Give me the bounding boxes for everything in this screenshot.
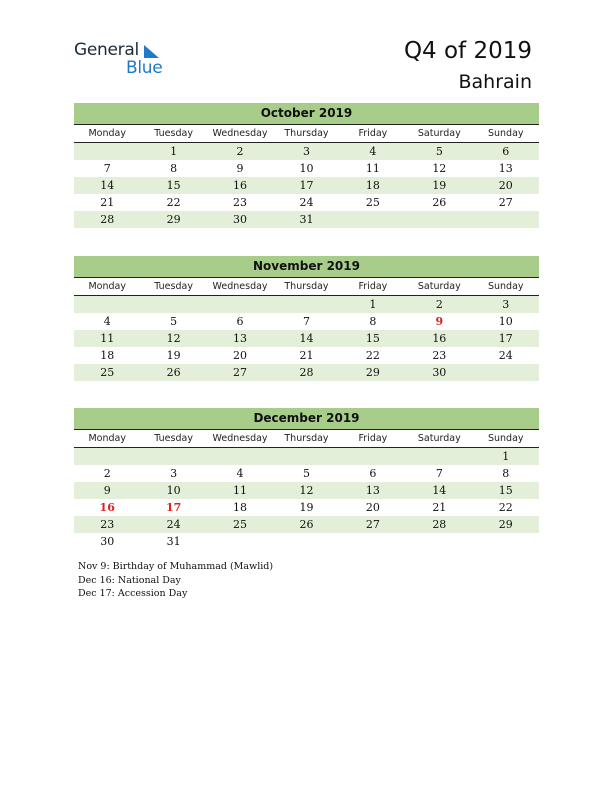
day-cell: 20	[233, 349, 248, 362]
day-cell: 16	[207, 177, 273, 194]
weekday-label: Friday	[340, 125, 406, 143]
day-cell: 17	[165, 501, 182, 514]
empty-day-cell	[207, 448, 273, 466]
day-cell: 26	[140, 364, 206, 381]
weekday-label: Wednesday	[207, 125, 273, 143]
day-cell: 5	[302, 467, 310, 480]
weekday-label: Thursday	[273, 278, 339, 296]
weekday-label: Tuesday	[140, 125, 206, 143]
day-cell: 27	[207, 364, 273, 381]
day-cell: 31	[166, 535, 181, 548]
weekday-label: Wednesday	[207, 430, 273, 448]
day-cell: 23	[432, 349, 447, 362]
day-cell: 9	[435, 315, 444, 328]
month-october	[74, 103, 539, 228]
empty-day-cell	[406, 448, 472, 466]
day-cell: 3	[273, 143, 339, 161]
day-cell: 20	[473, 177, 539, 194]
day-cell: 11	[74, 330, 140, 347]
empty-day-cell	[340, 448, 406, 466]
day-cell: 14	[74, 177, 140, 194]
day-cell: 12	[140, 330, 206, 347]
day-cell: 7	[302, 315, 310, 328]
empty-day-cell	[207, 533, 273, 550]
holiday-note: Dec 16: National Day	[78, 574, 181, 586]
day-cell: 18	[233, 501, 248, 514]
day-cell: 6	[473, 143, 539, 161]
day-cell: 22	[498, 501, 513, 514]
day-cell: 25	[74, 364, 140, 381]
holiday-note: Dec 17: Accession Day	[78, 588, 188, 599]
day-cell: 21	[100, 196, 115, 209]
calendar-grid	[74, 429, 539, 550]
day-cell: 7	[103, 162, 111, 175]
day-cell: 12	[432, 162, 447, 175]
day-cell: 13	[207, 330, 273, 347]
day-cell: 30	[100, 535, 115, 548]
day-cell: 11	[365, 162, 380, 175]
day-cell: 26	[273, 516, 339, 533]
empty-day-cell	[207, 296, 273, 314]
day-cell: 8	[369, 315, 377, 328]
week-row	[74, 177, 539, 194]
empty-day-cell	[273, 296, 339, 314]
empty-day-cell	[340, 211, 406, 228]
week-row	[74, 516, 539, 533]
holiday-note: Nov 9: Birthday of Muhammad (Mawlid)	[78, 561, 274, 572]
month-november	[74, 256, 539, 381]
empty-day-cell	[74, 296, 140, 314]
day-cell: 1	[340, 296, 406, 314]
country-name: Bahrain	[458, 71, 532, 93]
weekday-label: Sunday	[473, 278, 539, 296]
day-cell: 29	[140, 211, 206, 228]
week-row	[74, 499, 539, 516]
day-cell: 16	[406, 330, 472, 347]
day-cell: 10	[140, 482, 206, 499]
day-cell: 31	[273, 211, 339, 228]
weekday-label: Saturday	[406, 125, 472, 143]
day-cell: 17	[473, 330, 539, 347]
day-cell: 14	[273, 330, 339, 347]
empty-day-cell	[406, 211, 472, 228]
month-title: December 2019	[74, 408, 539, 429]
calendar-grid	[74, 124, 539, 228]
empty-day-cell	[74, 143, 140, 161]
page-title: Q4 of 2019	[403, 38, 532, 64]
day-cell: 13	[340, 482, 406, 499]
day-cell: 22	[365, 349, 380, 362]
day-cell: 15	[140, 177, 206, 194]
day-cell: 27	[498, 196, 513, 209]
day-cell: 28	[406, 516, 472, 533]
day-cell: 2	[103, 467, 111, 480]
day-cell: 5	[406, 143, 472, 161]
weekday-label: Sunday	[473, 125, 539, 143]
day-cell: 30	[207, 211, 273, 228]
day-cell: 8	[502, 467, 510, 480]
day-cell: 12	[273, 482, 339, 499]
day-cell: 7	[435, 467, 443, 480]
day-cell: 25	[207, 516, 273, 533]
day-cell: 1	[140, 143, 206, 161]
day-cell: 3	[170, 467, 178, 480]
day-cell: 24	[299, 196, 314, 209]
day-cell: 3	[473, 296, 539, 314]
week-row	[74, 448, 539, 466]
weekday-label: Saturday	[406, 278, 472, 296]
weekday-label: Sunday	[473, 430, 539, 448]
day-cell: 11	[207, 482, 273, 499]
day-cell: 28	[74, 211, 140, 228]
week-row	[74, 533, 539, 550]
week-row	[74, 330, 539, 347]
weekday-header-row	[74, 430, 539, 448]
day-cell: 25	[365, 196, 380, 209]
day-cell: 22	[166, 196, 181, 209]
week-row	[74, 347, 539, 364]
day-cell: 5	[170, 315, 178, 328]
day-cell: 6	[369, 467, 377, 480]
week-row	[74, 160, 539, 177]
day-cell: 1	[473, 448, 539, 466]
day-cell: 10	[498, 315, 513, 328]
holiday-notes	[78, 560, 273, 601]
day-cell: 29	[473, 516, 539, 533]
day-cell: 18	[100, 349, 115, 362]
week-row	[74, 482, 539, 499]
empty-day-cell	[473, 364, 539, 381]
weekday-label: Friday	[340, 278, 406, 296]
day-cell: 9	[74, 482, 140, 499]
weekday-label: Saturday	[406, 430, 472, 448]
day-cell: 18	[340, 177, 406, 194]
empty-day-cell	[74, 448, 140, 466]
day-cell: 20	[365, 501, 380, 514]
empty-day-cell	[140, 296, 206, 314]
weekday-header-row	[74, 125, 539, 143]
weekday-label: Monday	[74, 125, 140, 143]
day-cell: 17	[273, 177, 339, 194]
day-cell: 4	[236, 467, 244, 480]
day-cell: 19	[406, 177, 472, 194]
day-cell: 27	[340, 516, 406, 533]
empty-day-cell	[473, 533, 539, 550]
generalblue-logo	[74, 40, 174, 80]
day-cell: 6	[236, 315, 244, 328]
empty-day-cell	[273, 448, 339, 466]
week-row	[74, 465, 539, 482]
day-cell: 21	[299, 349, 314, 362]
day-cell: 9	[236, 162, 244, 175]
week-row	[74, 296, 539, 314]
weekday-label: Thursday	[273, 125, 339, 143]
empty-day-cell	[473, 211, 539, 228]
empty-day-cell	[273, 533, 339, 550]
day-cell: 19	[299, 501, 314, 514]
week-row	[74, 313, 539, 330]
weekday-label: Thursday	[273, 430, 339, 448]
weekday-header-row	[74, 278, 539, 296]
logo-text-general: General	[74, 40, 139, 60]
day-cell: 2	[406, 296, 472, 314]
day-cell: 8	[170, 162, 178, 175]
empty-day-cell	[340, 533, 406, 550]
day-cell: 28	[273, 364, 339, 381]
day-cell: 21	[432, 501, 447, 514]
weekday-label: Monday	[74, 430, 140, 448]
logo-triangle-icon	[140, 43, 160, 59]
weekday-label: Friday	[340, 430, 406, 448]
day-cell: 2	[207, 143, 273, 161]
weekday-label: Tuesday	[140, 430, 206, 448]
week-row	[74, 211, 539, 228]
day-cell: 23	[233, 196, 248, 209]
month-title: October 2019	[74, 103, 539, 124]
day-cell: 15	[473, 482, 539, 499]
day-cell: 29	[340, 364, 406, 381]
day-cell: 23	[74, 516, 140, 533]
weekday-label: Tuesday	[140, 278, 206, 296]
day-cell: 4	[103, 315, 111, 328]
day-cell: 19	[166, 349, 181, 362]
calendar-grid	[74, 277, 539, 381]
day-cell: 10	[299, 162, 314, 175]
empty-day-cell	[140, 448, 206, 466]
weekday-label: Wednesday	[207, 278, 273, 296]
week-row	[74, 194, 539, 211]
day-cell: 13	[498, 162, 513, 175]
empty-day-cell	[406, 533, 472, 550]
day-cell: 26	[432, 196, 447, 209]
day-cell: 24	[140, 516, 206, 533]
month-december	[74, 408, 539, 550]
week-row	[74, 143, 539, 161]
day-cell: 15	[340, 330, 406, 347]
day-cell: 24	[498, 349, 513, 362]
logo-text-blue: Blue	[126, 58, 163, 78]
month-title: November 2019	[74, 256, 539, 277]
day-cell: 4	[340, 143, 406, 161]
weekday-label: Monday	[74, 278, 140, 296]
day-cell: 14	[406, 482, 472, 499]
week-row	[74, 364, 539, 381]
day-cell: 30	[406, 364, 472, 381]
day-cell: 16	[99, 501, 115, 514]
